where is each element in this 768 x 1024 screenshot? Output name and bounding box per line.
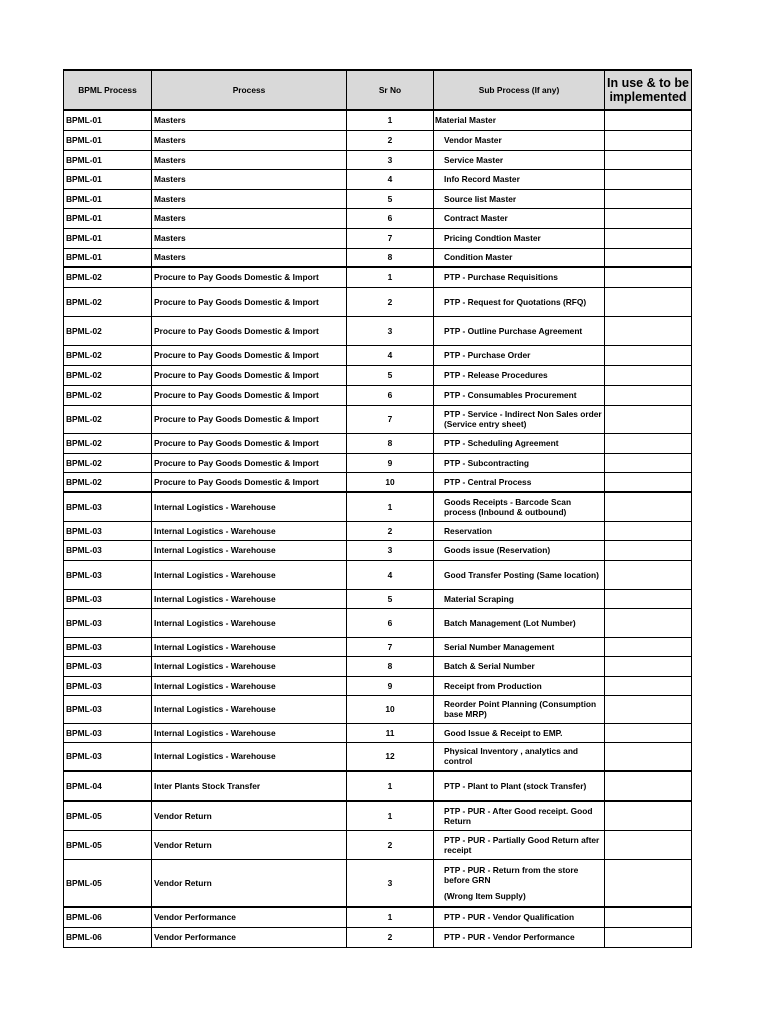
table-row: [64, 589, 692, 608]
sr-no-cell: 2: [347, 130, 434, 150]
in-use-cell: [605, 453, 692, 472]
process-cell: Internal Logistics - Warehouse: [152, 560, 347, 589]
process-cell: Masters: [152, 248, 347, 267]
sub-process-line: PTP - Purchase Requisitions: [444, 272, 558, 283]
in-use-cell: [605, 801, 692, 830]
process-cell: Internal Logistics - Warehouse: [152, 492, 347, 521]
process-cell: Vendor Return: [152, 830, 347, 859]
bpml-process-cell: BPML-01: [64, 150, 152, 169]
sr-no-cell: 1: [347, 110, 434, 130]
sr-no-cell: 4: [347, 560, 434, 589]
sub-process-cell: [434, 433, 605, 453]
bpml-process-cell: BPML-03: [64, 695, 152, 723]
sr-no-cell: 5: [347, 189, 434, 208]
header-row: [64, 70, 692, 110]
process-cell: Procure to Pay Goods Domestic & Import: [152, 345, 347, 365]
process-cell: Internal Logistics - Warehouse: [152, 608, 347, 637]
sub-process-cell: [434, 345, 605, 365]
in-use-cell: [605, 637, 692, 656]
table-row: [64, 830, 692, 859]
sr-no-cell: 5: [347, 589, 434, 608]
in-use-cell: [605, 492, 692, 521]
table-row: [64, 521, 692, 540]
process-cell: Internal Logistics - Warehouse: [152, 589, 347, 608]
bpml-process-cell: BPML-02: [64, 287, 152, 316]
table-row: [64, 927, 692, 947]
sub-process-line: Material Master: [435, 115, 496, 126]
bpml-process-cell: BPML-03: [64, 589, 152, 608]
sub-process-cell: [434, 723, 605, 742]
bpml-process-cell: BPML-05: [64, 859, 152, 907]
sub-process-line: PTP - Plant to Plant (stock Transfer): [444, 781, 587, 791]
sub-process-line: PTP - PUR - Vendor Performance: [444, 932, 575, 942]
table-row: [64, 859, 692, 907]
bpml-table: [63, 69, 692, 948]
sub-process-cell: [434, 150, 605, 169]
sub-process-cell: [434, 405, 605, 433]
header-in-use: In use & to be implemented: [605, 70, 692, 110]
sub-process-line: Goods Receipts - Barcode Scan: [444, 496, 572, 507]
sub-process-line: Reorder Point Planning (Consumption: [444, 699, 597, 709]
sr-no-cell: 7: [347, 405, 434, 433]
in-use-cell: [605, 676, 692, 695]
bpml-process-cell: BPML-03: [64, 676, 152, 695]
process-cell: Masters: [152, 130, 347, 150]
sub-process-line: Service Master: [444, 154, 504, 165]
sub-process-cell: [434, 907, 605, 927]
sub-process-line: before GRN: [444, 874, 491, 885]
sr-no-cell: 2: [347, 287, 434, 316]
in-use-cell: [605, 608, 692, 637]
in-use-cell: [605, 189, 692, 208]
bpml-process-cell: BPML-02: [64, 405, 152, 433]
table-row: [64, 907, 692, 927]
sr-no-cell: 6: [347, 608, 434, 637]
sub-process-line: PTP - Central Process: [444, 476, 532, 487]
table-row: [64, 637, 692, 656]
table-row: [64, 608, 692, 637]
sr-no-cell: 8: [347, 433, 434, 453]
bpml-process-cell: BPML-01: [64, 130, 152, 150]
table-row: [64, 150, 692, 169]
sub-process-line: Batch & Serial Number: [444, 661, 535, 671]
sr-no-cell: 6: [347, 385, 434, 405]
sub-process-cell: [434, 695, 605, 723]
table-row: [64, 540, 692, 560]
table-row: [64, 110, 692, 130]
bpml-process-cell: BPML-03: [64, 540, 152, 560]
bpml-process-cell: BPML-05: [64, 830, 152, 859]
in-use-cell: [605, 267, 692, 287]
sub-process-cell: [434, 521, 605, 540]
sub-process-line: receipt: [444, 844, 472, 855]
table-row: [64, 208, 692, 228]
sr-no-cell: 3: [347, 859, 434, 907]
sr-no-cell: 3: [347, 316, 434, 345]
sub-process-line: Info Record Master: [444, 174, 520, 184]
sub-process-line: process (Inbound & outbound): [444, 506, 567, 517]
in-use-cell: [605, 695, 692, 723]
sr-no-cell: 3: [347, 150, 434, 169]
table-row: [64, 267, 692, 287]
sr-no-cell: 1: [347, 267, 434, 287]
sr-no-cell: 10: [347, 695, 434, 723]
sub-process-line: Good Issue & Receipt to EMP.: [444, 727, 563, 738]
in-use-cell: [605, 472, 692, 492]
process-cell: Inter Plants Stock Transfer: [152, 771, 347, 801]
header-bpml-process: BPML Process: [64, 70, 152, 110]
sub-process-line: PTP - PUR - Vendor Qualification: [444, 912, 575, 923]
sub-process-line: Serial Number Management: [444, 641, 555, 652]
process-cell: Procure to Pay Goods Domestic & Import: [152, 316, 347, 345]
in-use-cell: [605, 169, 692, 189]
bpml-process-cell: BPML-03: [64, 492, 152, 521]
sub-process-cell: [434, 540, 605, 560]
in-use-cell: [605, 560, 692, 589]
sub-process-cell: [434, 130, 605, 150]
sr-no-cell: 6: [347, 208, 434, 228]
sub-process-line: Reservation: [444, 525, 492, 536]
bpml-process-cell: BPML-03: [64, 656, 152, 676]
bpml-process-cell: BPML-02: [64, 267, 152, 287]
bpml-process-cell: BPML-06: [64, 927, 152, 947]
in-use-cell: [605, 723, 692, 742]
sub-process-cell: [434, 228, 605, 248]
bpml-process-cell: BPML-02: [64, 316, 152, 345]
table-row: [64, 472, 692, 492]
table-row: [64, 723, 692, 742]
sub-process-line: PTP - Scheduling Agreement: [444, 438, 559, 448]
process-cell: Masters: [152, 110, 347, 130]
sub-process-line: PTP - Service - Indirect Non Sales order: [444, 409, 602, 419]
in-use-cell: [605, 248, 692, 267]
sub-process-line: Goods issue (Reservation): [444, 545, 551, 555]
in-use-cell: [605, 110, 692, 130]
process-cell: Internal Logistics - Warehouse: [152, 521, 347, 540]
sub-process-line: PTP - PUR - Return from the store: [444, 864, 579, 875]
header-process: Process: [152, 70, 347, 110]
sub-process-cell: [434, 365, 605, 385]
table-row: [64, 695, 692, 723]
sr-no-cell: 2: [347, 830, 434, 859]
in-use-cell: [605, 130, 692, 150]
table-row: [64, 316, 692, 345]
table-row: [64, 365, 692, 385]
process-cell: Procure to Pay Goods Domestic & Import: [152, 453, 347, 472]
bpml-process-cell: BPML-01: [64, 208, 152, 228]
process-cell: Procure to Pay Goods Domestic & Import: [152, 287, 347, 316]
bpml-process-cell: BPML-01: [64, 169, 152, 189]
sr-no-cell: 3: [347, 540, 434, 560]
bpml-process-cell: BPML-03: [64, 723, 152, 742]
process-cell: Procure to Pay Goods Domestic & Import: [152, 267, 347, 287]
sub-process-line: (Wrong Item Supply): [444, 890, 526, 901]
bpml-process-cell: BPML-05: [64, 801, 152, 830]
bpml-process-cell: BPML-02: [64, 345, 152, 365]
in-use-cell: [605, 540, 692, 560]
process-cell: Masters: [152, 169, 347, 189]
sub-process-line: PTP - Request for Quotations (RFQ): [444, 296, 587, 307]
in-use-cell: [605, 228, 692, 248]
process-cell: Internal Logistics - Warehouse: [152, 695, 347, 723]
bpml-process-cell: BPML-02: [64, 453, 152, 472]
sub-process-cell: [434, 385, 605, 405]
process-cell: Procure to Pay Goods Domestic & Import: [152, 405, 347, 433]
process-cell: Procure to Pay Goods Domestic & Import: [152, 365, 347, 385]
table-row: [64, 771, 692, 801]
sr-no-cell: 2: [347, 927, 434, 947]
process-cell: Vendor Performance: [152, 907, 347, 927]
table-row: [64, 189, 692, 208]
sub-process-cell: [434, 830, 605, 859]
table-row: [64, 742, 692, 771]
sub-process-cell: [434, 676, 605, 695]
sr-no-cell: 4: [347, 169, 434, 189]
sub-process-line: PTP - Release Procedures: [444, 370, 548, 380]
sub-process-cell: [434, 589, 605, 608]
sub-process-line: Condition Master: [444, 252, 513, 263]
process-cell: Internal Logistics - Warehouse: [152, 540, 347, 560]
sub-process-line: (Service entry sheet): [444, 419, 527, 429]
bpml-process-cell: BPML-03: [64, 521, 152, 540]
sr-no-cell: 1: [347, 907, 434, 927]
in-use-cell: [605, 742, 692, 771]
sub-process-line: PTP - Consumables Procurement: [444, 390, 577, 400]
table-row: [64, 433, 692, 453]
bpml-process-cell: BPML-01: [64, 248, 152, 267]
process-cell: Internal Logistics - Warehouse: [152, 742, 347, 771]
sr-no-cell: 12: [347, 742, 434, 771]
table-row: [64, 130, 692, 150]
sub-process-cell: [434, 656, 605, 676]
sub-process-line: PTP - Outline Purchase Agreement: [444, 325, 583, 336]
in-use-cell: [605, 927, 692, 947]
bpml-process-cell: BPML-03: [64, 560, 152, 589]
sub-process-cell: [434, 742, 605, 771]
bpml-process-cell: BPML-01: [64, 228, 152, 248]
in-use-cell: [605, 345, 692, 365]
bpml-process-cell: BPML-03: [64, 608, 152, 637]
sub-process-cell: [434, 267, 605, 287]
sr-no-cell: 1: [347, 771, 434, 801]
sr-no-cell: 8: [347, 656, 434, 676]
sr-no-cell: 5: [347, 365, 434, 385]
process-cell: Masters: [152, 150, 347, 169]
sub-process-line: PTP - Purchase Order: [444, 350, 531, 360]
table-row: [64, 560, 692, 589]
table-body: [64, 110, 692, 947]
in-use-cell: [605, 907, 692, 927]
table-row: [64, 345, 692, 365]
bpml-process-cell: BPML-02: [64, 365, 152, 385]
sub-process-line: Return: [444, 815, 471, 826]
process-cell: Vendor Return: [152, 801, 347, 830]
in-use-cell: [605, 433, 692, 453]
table-row: [64, 656, 692, 676]
sub-process-cell: [434, 316, 605, 345]
table-row: [64, 676, 692, 695]
in-use-cell: [605, 208, 692, 228]
bpml-process-cell: BPML-01: [64, 110, 152, 130]
process-cell: Vendor Return: [152, 859, 347, 907]
sub-process-line: Source list Master: [444, 193, 517, 204]
sub-process-line: base MRP): [444, 709, 487, 719]
table-row: [64, 405, 692, 433]
sub-process-cell: [434, 492, 605, 521]
table-row: [64, 385, 692, 405]
table-row: [64, 801, 692, 830]
sub-process-line: PTP - PUR - Partially Good Return after: [444, 834, 600, 845]
in-use-cell: [605, 365, 692, 385]
sr-no-cell: 4: [347, 345, 434, 365]
bpml-process-cell: BPML-03: [64, 742, 152, 771]
process-cell: Internal Logistics - Warehouse: [152, 676, 347, 695]
sr-no-cell: 8: [347, 248, 434, 267]
bpml-process-cell: BPML-06: [64, 907, 152, 927]
process-cell: Procure to Pay Goods Domestic & Import: [152, 472, 347, 492]
process-cell: Procure to Pay Goods Domestic & Import: [152, 385, 347, 405]
sub-process-cell: [434, 637, 605, 656]
in-use-cell: [605, 316, 692, 345]
process-cell: Vendor Performance: [152, 927, 347, 947]
process-cell: Internal Logistics - Warehouse: [152, 656, 347, 676]
bpml-process-cell: BPML-02: [64, 472, 152, 492]
sub-process-cell: [434, 608, 605, 637]
sr-no-cell: 9: [347, 676, 434, 695]
bpml-process-cell: BPML-02: [64, 433, 152, 453]
sub-process-cell: [434, 169, 605, 189]
sub-process-cell: [434, 189, 605, 208]
sub-process-line: PTP - Subcontracting: [444, 457, 529, 468]
table-row: [64, 248, 692, 267]
in-use-cell: [605, 405, 692, 433]
sub-process-line: Receipt from Production: [444, 680, 542, 691]
sub-process-cell: [434, 801, 605, 830]
sub-process-cell: [434, 927, 605, 947]
process-cell: Procure to Pay Goods Domestic & Import: [152, 433, 347, 453]
sub-process-cell: [434, 859, 605, 907]
sub-process-line: Good Transfer Posting (Same location): [444, 569, 599, 580]
table-row: [64, 169, 692, 189]
in-use-cell: [605, 521, 692, 540]
sub-process-cell: [434, 287, 605, 316]
table-row: [64, 492, 692, 521]
sub-process-cell: [434, 771, 605, 801]
table-row: [64, 287, 692, 316]
sub-process-line: control: [444, 756, 473, 767]
sub-process-line: Vendor Master: [444, 135, 502, 145]
sr-no-cell: 11: [347, 723, 434, 742]
sub-process-line: Contract Master: [444, 213, 508, 223]
in-use-cell: [605, 287, 692, 316]
sub-process-line: Physical Inventory , analytics and: [444, 746, 579, 757]
sub-process-line: Material Scraping: [444, 593, 514, 604]
process-cell: Internal Logistics - Warehouse: [152, 723, 347, 742]
sr-no-cell: 2: [347, 521, 434, 540]
sub-process-cell: [434, 453, 605, 472]
bpml-process-cell: BPML-04: [64, 771, 152, 801]
process-cell: Masters: [152, 228, 347, 248]
sub-process-cell: [434, 208, 605, 228]
sr-no-cell: 7: [347, 228, 434, 248]
table-row: [64, 228, 692, 248]
sub-process-cell: [434, 110, 605, 130]
process-cell: Masters: [152, 208, 347, 228]
process-cell: Internal Logistics - Warehouse: [152, 637, 347, 656]
sr-no-cell: 7: [347, 637, 434, 656]
sub-process-cell: [434, 472, 605, 492]
bpml-process-cell: BPML-03: [64, 637, 152, 656]
in-use-cell: [605, 771, 692, 801]
sr-no-cell: 10: [347, 472, 434, 492]
bpml-process-cell: BPML-01: [64, 189, 152, 208]
in-use-cell: [605, 385, 692, 405]
sub-process-cell: [434, 560, 605, 589]
header-sub-process: Sub Process (If any): [434, 70, 605, 110]
header-sr-no: Sr No: [347, 70, 434, 110]
in-use-cell: [605, 150, 692, 169]
sr-no-cell: 1: [347, 801, 434, 830]
in-use-cell: [605, 859, 692, 907]
sub-process-line: Batch Management (Lot Number): [444, 617, 576, 628]
process-cell: Masters: [152, 189, 347, 208]
sr-no-cell: 9: [347, 453, 434, 472]
sub-process-line: PTP - PUR - After Good receipt. Good: [444, 805, 593, 816]
in-use-cell: [605, 830, 692, 859]
in-use-cell: [605, 656, 692, 676]
bpml-process-cell: BPML-02: [64, 385, 152, 405]
in-use-cell: [605, 589, 692, 608]
sub-process-line: Pricing Condtion Master: [444, 233, 541, 243]
sr-no-cell: 1: [347, 492, 434, 521]
sub-process-cell: [434, 248, 605, 267]
table-row: [64, 453, 692, 472]
